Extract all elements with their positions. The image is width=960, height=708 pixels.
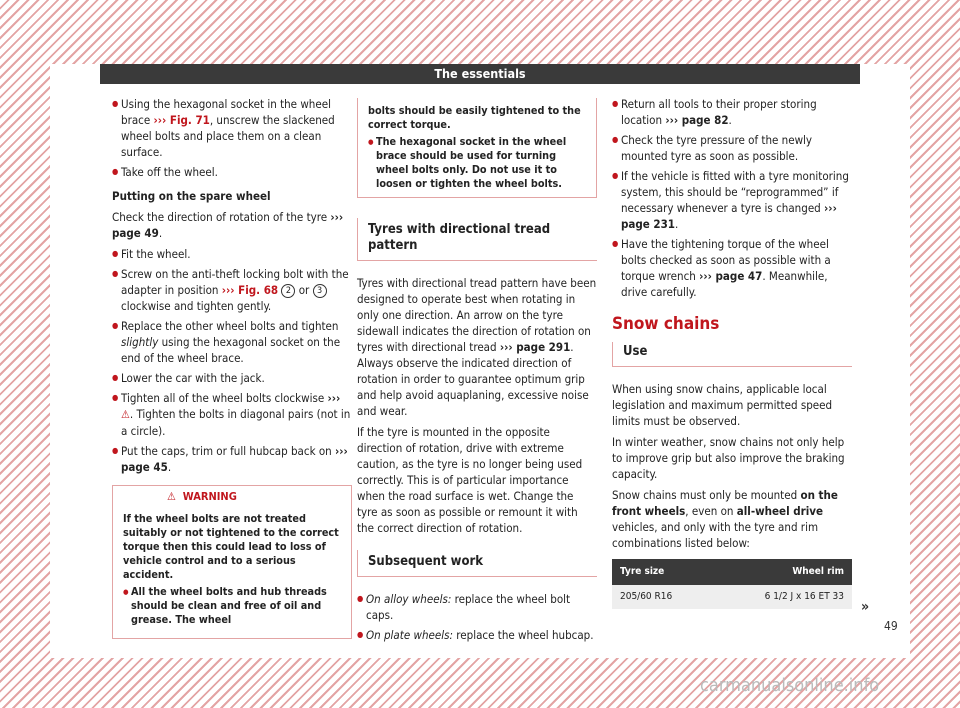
callout-number: 3 — [313, 284, 327, 298]
warning-triangle-icon[interactable]: ⚠ — [121, 408, 130, 421]
warning-heading: ⚠ WARNING — [167, 490, 237, 503]
table-header: Wheel rim — [706, 559, 852, 585]
heading-subsequent-work: Subsequent work — [357, 550, 597, 577]
list-item: ● Using the hexagonal socket in the wheel brace ››› Fig. 71, unscrew the slackened wheel bolts and place them on a clean surface. — [112, 96, 352, 160]
table-header: Tyre size — [612, 559, 706, 585]
paragraph: When using snow chains, applicable local legislation and maximum permitted speed limits must be observed. — [612, 382, 833, 428]
paragraph: Tyres with directional tread pattern have been designed to operate best when rotating in only one direction. An arrow on the tyre sidewall indicates the direction of rotation on tyres with directional tread ››› page 291. Always observe the indicated direction of rotation in order to guarantee optimum grip and help avoid aquaplaning, excessive noise and wear. — [357, 276, 597, 418]
list-item: ● Have the tightening torque of the wheel bolts checked as soon as possible with a torque wrench ››› page 47. Meanwhile, drive carefully. — [612, 236, 852, 300]
table-header-row — [612, 559, 852, 585]
column-1 — [112, 96, 352, 639]
watermark: carmanualsonline.info — [700, 675, 880, 696]
list-item: ● Fit the wheel. — [112, 246, 352, 262]
list-item: ● Put the caps, trim or full hubcap back on ››› page 45. — [112, 443, 352, 475]
page-link[interactable]: ››› page 82 — [665, 113, 729, 127]
page-link[interactable]: ››› page 231 — [621, 201, 837, 231]
warning-text: If the wheel bolts are not treated suitably or not tightened to the correct torque then this could lead to loss of vehicle control and to a serious accident. — [123, 512, 339, 581]
heading-directional-tread: Tyres with directional tread pattern — [357, 218, 597, 261]
tyre-rim-table — [612, 559, 852, 609]
table-cell: 6 1/2 J x 16 ET 33 — [706, 585, 852, 609]
warning-triangle-icon: ⚠ — [167, 490, 176, 503]
callout-number: 2 — [281, 284, 295, 298]
paragraph: If the tyre is mounted in the opposite direction of rotation, drive with extreme caution, as the tyre is no longer being used correctly. This is of particular importance when the road surface is wet. Change the tyre as soon as possible or remount it with the correct direction of rotation. — [357, 425, 583, 535]
figure-link[interactable]: ››› Fig. 68 — [221, 283, 279, 297]
list-item: ● Take off the wheel. — [112, 164, 352, 180]
warning-list-item: ● The hexagonal socket in the wheel brace should be used for turning wheel bolts only. Do not use it to loosen or tighten the wheel bolts. — [368, 135, 588, 191]
subheading-spare-wheel: Putting on the spare wheel — [112, 189, 271, 203]
table-cell: 205/60 R16 — [612, 585, 706, 609]
warning-box — [112, 485, 352, 639]
page-link[interactable]: ››› page 45 — [121, 444, 348, 474]
list-item: ● Lower the car with the jack. — [112, 370, 352, 386]
section-header: The essentials — [100, 64, 860, 84]
heading-snow-chains: Snow chains — [612, 314, 720, 334]
list-item: ● Check the tyre pressure of the newly mounted tyre as soon as possible. — [612, 132, 852, 164]
page-link[interactable]: ››› page 49 — [112, 210, 344, 240]
page-number: 49 — [884, 619, 898, 633]
page-link[interactable]: ››› page 47 — [699, 269, 763, 283]
list-item: ● On plate wheels: replace the wheel hubcap. — [357, 627, 597, 643]
list-item: ● If the vehicle is fitted with a tyre monitoring system, this should be “reprogrammed” if necessary whenever a tyre is changed ››› page 231. — [612, 168, 852, 232]
list-item: ● Return all tools to their proper storing location ››› page 82. — [612, 96, 852, 128]
heading-use: Use — [612, 342, 852, 367]
warning-box-continued: bolts should be easily tightened to the correct torque. ● The hexagonal socket in the wheel brace should be used for turning wheel bolts only. Do not use it to loosen or tighten the wheel bolts. — [357, 98, 597, 198]
list-item: ● On alloy wheels: replace the wheel bolt caps. — [357, 591, 597, 623]
list-item: ● Screw on the anti-theft locking bolt with the adapter in position ››› Fig. 68 2 or 3 clockwise and tighten gently. — [112, 266, 352, 314]
page-link[interactable]: ››› page 291 — [499, 340, 571, 354]
figure-link[interactable]: ››› Fig. 71 — [153, 113, 210, 127]
column-2 — [357, 98, 597, 647]
paragraph: Snow chains must only be mounted on the front wheels, even on all-wheel drive vehicles, and only with the tyre and rim combinations listed below: — [612, 488, 838, 550]
list-item: ● Tighten all of the wheel bolts clockwise ››› ⚠. Tighten the bolts in diagonal pairs (not in a circle). — [112, 390, 352, 439]
table-row — [612, 585, 852, 609]
continued-marker: » — [861, 599, 870, 615]
column-3 — [612, 96, 852, 609]
paragraph: Check the direction of rotation of the tyre ››› page 49. — [112, 210, 344, 240]
paragraph: In winter weather, snow chains not only help to improve grip but also improve the braking capacity. — [612, 435, 845, 481]
list-item: ● Replace the other wheel bolts and tighten slightly using the hexagonal socket on the end of the wheel brace. — [112, 318, 352, 366]
warning-list-item: ● All the wheel bolts and hub threads should be clean and free of oil and grease. The wheel — [123, 585, 343, 627]
